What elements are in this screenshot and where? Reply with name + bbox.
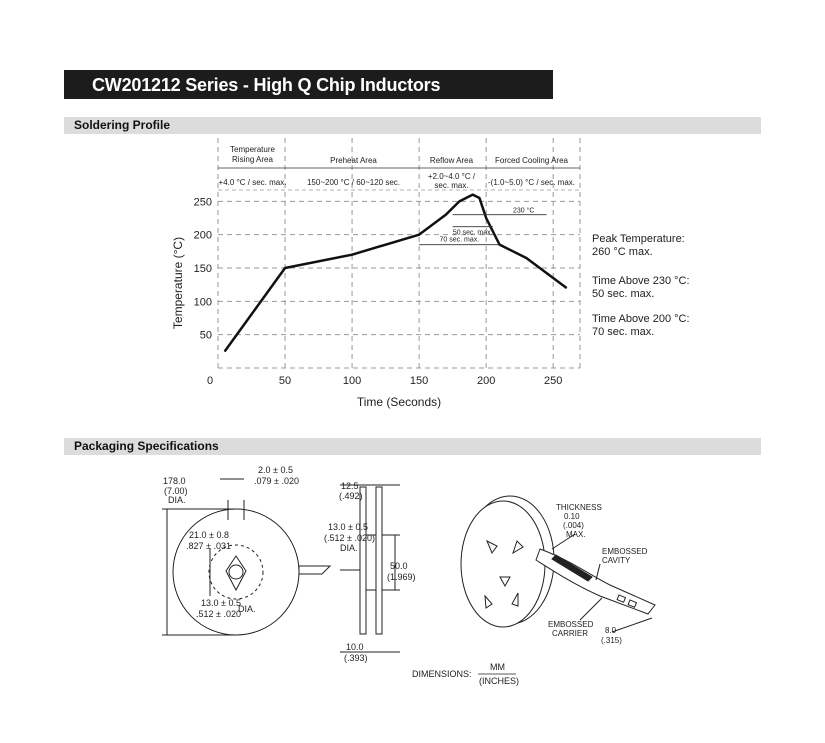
width-mm: 10.0 <box>346 642 364 652</box>
thickness-suffix: MAX. <box>566 530 586 539</box>
x-tick-label: 0 <box>206 375 214 387</box>
flange-mm: 12.5 <box>341 481 359 491</box>
side-bore-suffix: DIA. <box>340 543 358 553</box>
zone-rate: +2.0~4.0 °C / <box>427 172 476 181</box>
x-tick-label: 100 <box>342 375 362 387</box>
x-tick-label: 50 <box>278 375 292 387</box>
hub-side-in: (1.969) <box>387 572 416 582</box>
y-tick-label: 50 <box>199 329 212 342</box>
zone-name: Temperature <box>230 145 275 154</box>
zone-name: Preheat Area <box>330 156 377 165</box>
page-title: CW201212 Series - High Q Chip Inductors <box>92 75 441 95</box>
cavity-leader <box>596 564 600 580</box>
cavity-line1: EMBOSSED <box>602 547 648 556</box>
note-line1: Peak Temperature: <box>592 233 685 245</box>
carrier-line2: CARRIER <box>552 629 589 638</box>
carrier-leader <box>580 598 602 620</box>
dim-in: (INCHES) <box>479 676 519 686</box>
note-line2: 70 sec. max. <box>592 326 655 338</box>
width-in: (.393) <box>344 653 368 663</box>
side-bore-in: (.512 ± .020) <box>324 533 375 543</box>
x-tick-label: 250 <box>544 375 563 387</box>
tape-width-dim <box>612 618 652 632</box>
reel-dia-in: (7.00) <box>164 486 188 496</box>
note-line1: Time Above 230 °C: <box>592 275 690 287</box>
zone-rate: 150~200 °C / 60~120 sec. <box>306 178 401 187</box>
x-tick-label: 200 <box>476 375 496 387</box>
ref-230-label: 230 °C <box>512 207 535 215</box>
hub-dia-mm: 21.0 ± 0.8 <box>189 530 229 540</box>
dim-mm: MM <box>490 662 505 672</box>
thickness-in: (.004) <box>563 521 584 530</box>
y-tick-label: 200 <box>193 229 212 242</box>
side-flange-right <box>376 487 382 634</box>
carrier-line1: EMBOSSED <box>548 620 594 629</box>
zone-rate: -(1.0~5.0) °C / sec. max. <box>487 178 576 187</box>
x-tick-label: 150 <box>409 375 429 387</box>
slot-mm: 2.0 ± 0.5 <box>258 465 293 475</box>
tape-width-in: (.315) <box>601 636 622 645</box>
sec50-label: 50 sec. max. <box>452 229 493 237</box>
hub-side-mm: 50.0 <box>390 561 408 571</box>
note-line2: 260 °C max. <box>592 246 653 258</box>
reel-dia-mm: 178.0 <box>163 476 186 486</box>
tape-lead <box>299 566 330 574</box>
side-bore-mm: 13.0 ± 0.5 <box>328 522 368 532</box>
thickness-label: THICKNESS <box>556 503 602 512</box>
sec70-label: 70 sec. max. <box>439 236 480 244</box>
zone-name: Rising Area <box>232 155 273 164</box>
slot-in: .079 ± .020 <box>254 476 299 486</box>
bore-circle <box>229 565 243 579</box>
note-line2: 50 sec. max. <box>592 288 655 300</box>
hub-dia-in: .827 ± .031 <box>186 541 231 551</box>
y-tick-label: 100 <box>193 296 212 309</box>
tape-width-mm: 8.0 <box>605 626 617 635</box>
reel-front-flange <box>461 501 545 627</box>
bore-dia-in: .512 ± .020 <box>196 609 241 619</box>
bore-dia-mm: 13.0 ± 0.5 <box>201 598 241 608</box>
cavity-line2: CAVITY <box>602 556 631 565</box>
zone-name: Reflow Area <box>429 156 474 165</box>
y-tick-label: 250 <box>193 196 212 209</box>
side-flange-left <box>360 487 366 634</box>
zone-rate: +4.0 °C / sec. max. <box>218 178 287 187</box>
zone-name: Forced Cooling Area <box>495 156 568 165</box>
thickness-mm: 0.10 <box>564 512 580 521</box>
zone-rate: sec. max. <box>434 181 469 190</box>
y-axis-label: Temperature (°C) <box>171 236 185 330</box>
note-line1: Time Above 200 °C: <box>592 313 690 325</box>
reel-dia-suffix: DIA. <box>168 495 186 505</box>
packaging-section-title: Packaging Specifications <box>74 439 219 453</box>
dimensions-label: DIMENSIONS: <box>412 669 472 679</box>
bore-dia-suffix: DIA. <box>238 604 256 614</box>
x-axis-label: Time (Seconds) <box>356 395 442 409</box>
y-tick-label: 150 <box>193 263 212 275</box>
soldering-section-title: Soldering Profile <box>74 118 171 132</box>
flange-in: (.492) <box>339 491 363 501</box>
